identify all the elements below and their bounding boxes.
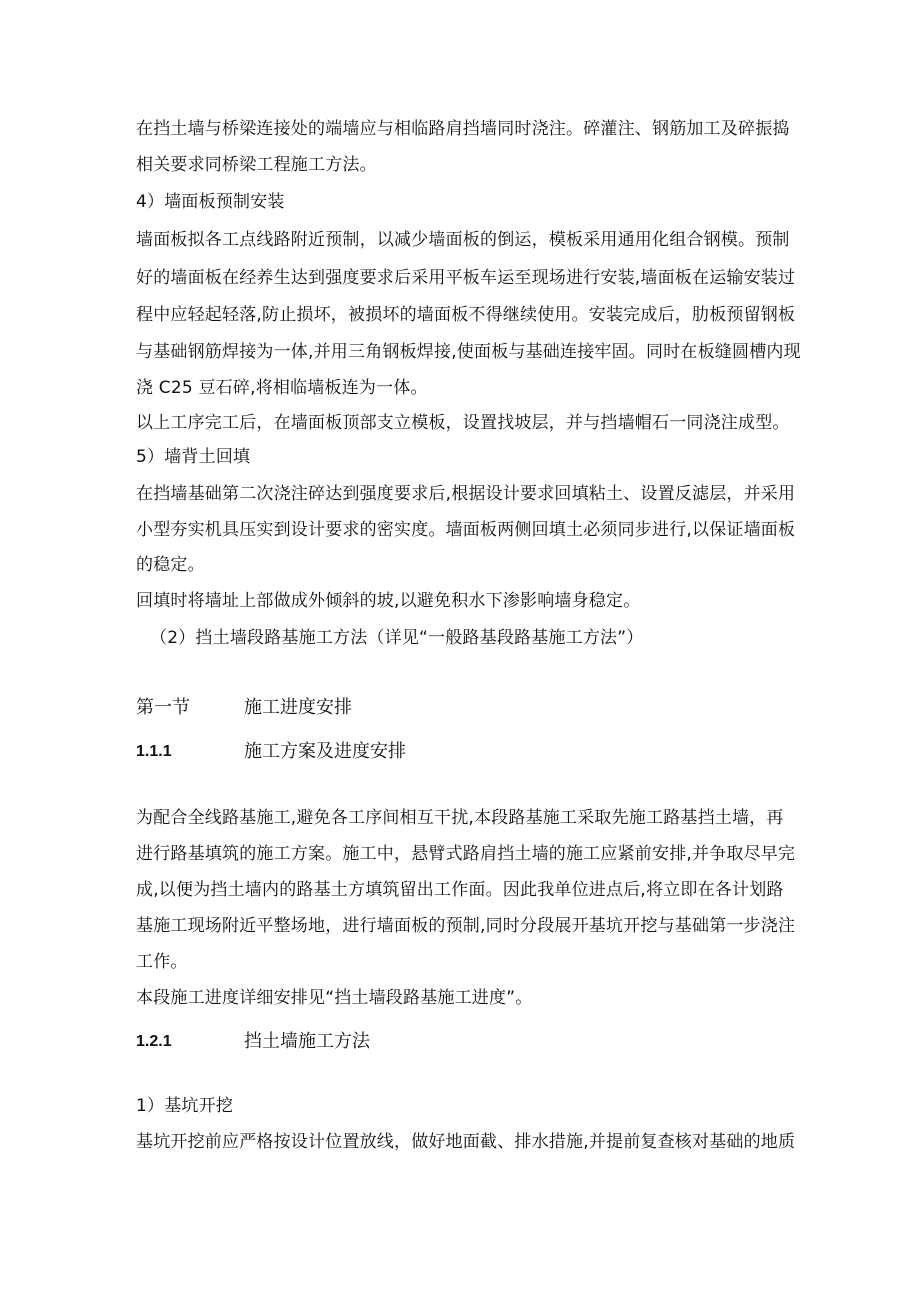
item4-title: 4）墙面板预制安装 — [136, 192, 285, 212]
para5: 回填时将墙址上部做成外倾斜的坡,以避免积水下渗影响墙身稳定。 — [136, 591, 641, 611]
heading-1-2-1-number: 1.2.1 — [136, 1033, 172, 1050]
item2-heading: （2）挡土墙段路基施工方法（详见“一般路基段路基施工方法”） — [150, 628, 644, 648]
item5-title: 5）墙背土回填 — [136, 447, 251, 467]
heading-1-2-1-title: 挡土墙施工方法 — [244, 1031, 370, 1052]
para4-line-1: 在挡墙基础第二次浇注碎达到强度要求后,根据设计要求回填粘土、设置反滤层，并采用 — [136, 484, 796, 504]
section-label: 第一节 — [136, 697, 190, 718]
para6-line-4: 基施工现场附近平整场地，进行墙面板的预制,同时分段展开基坑开挖与基础第一步浇注 — [136, 916, 796, 936]
para6-line-5: 工作。 — [136, 952, 188, 972]
para4-line-3: 的稳定。 — [136, 555, 205, 575]
section-title: 施工进度安排 — [244, 697, 352, 718]
para6-line-3: 成,以便为挡土墙内的路基土方填筑留出工作面。因此我单位进点后,将立即在各计划路 — [136, 880, 784, 900]
para1-line-2: 相关要求同桥梁工程施工方法。 — [136, 155, 377, 175]
para8: 基坑开挖前应严格按设计位置放线，做好地面截、排水措施,并提前复查核对基础的地质 — [136, 1132, 796, 1152]
para2-line-2: 好的墙面板在经养生达到强度要求后采用平板车运至现场进行安装,墙面板在运输安装过 — [136, 268, 796, 288]
para2-line-4: 与基础钢筋焊接为一体,并用三角钢板焊接,使面板与基础连接牢固。同时在板缝圆槽内现 — [136, 342, 801, 362]
para1-line-1: 在挡土墙与桥梁连接处的端墙应与相临路肩挡墙同时浇注。碎灌注、钢筋加工及碎振捣 — [136, 119, 790, 139]
para3: 以上工序完工后，在墙面板顶部支立模板，设置找坡层，并与挡墙帽石一同浇注成型。 — [136, 413, 790, 433]
heading-1-1-1-number: 1.1.1 — [136, 743, 172, 760]
para2-line-1: 墙面板拟各工点线路附近预制，以减少墙面板的倒运，模板采用通用化组合钢模。预制 — [136, 230, 790, 250]
para4-line-2: 小型夯实机具压实到设计要求的密实度。墙面板两侧回填土必须同步进行,以保证墙面板 — [136, 520, 796, 540]
para6-line-2: 进行路基填筑的施工方案。施工中，悬臂式路肩挡土墙的施工应紧前安排,并争取尽早完 — [136, 844, 796, 864]
heading-1-1-1-title: 施工方案及进度安排 — [244, 741, 406, 762]
para2-line-3: 程中应轻起轻落,防止损坏，被损坏的墙面板不得继续使用。安装完成后，肋板预留钢板 — [136, 305, 796, 325]
para6-line-1: 为配合全线路基施工,避免各工序间相互干扰,本段路基施工采取先施工路基挡土墙，再 — [136, 808, 784, 828]
para7: 本段施工进度详细安排见“挡土墙段路基施工进度”。 — [136, 988, 533, 1008]
para2-line-5: 浇 C25 豆石碎,将相临墙板连为一体。 — [136, 378, 428, 398]
item1-title: 1）基坑开挖 — [136, 1096, 234, 1116]
